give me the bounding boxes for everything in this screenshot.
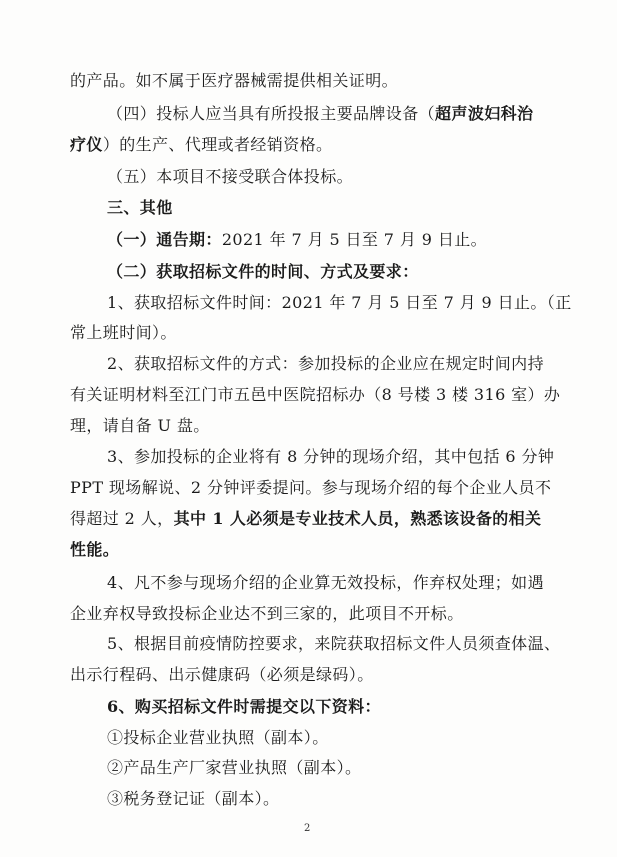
text-line	[70, 478, 551, 498]
bold-text-span: （一）通告期：	[107, 230, 222, 249]
text-line	[107, 447, 554, 467]
text-span: 1、获取招标文件时间：2021 年 7 月 5 日至 7 月 9 日止。（正	[107, 293, 572, 312]
text-line	[70, 604, 464, 624]
text-line	[107, 697, 381, 717]
bold-text-span: 性能。	[70, 540, 120, 559]
text-span: （五）本项目不接受联合体投标。	[107, 167, 354, 186]
text-span: 6、购买招标文件时需提交以下资料：	[107, 697, 381, 716]
text-span: 常上班时间）。	[70, 323, 177, 342]
text-span: 得超过 2 人，	[70, 509, 174, 528]
text-span: ①投标企业营业执照（副本）。	[107, 728, 329, 747]
text-line	[70, 509, 541, 529]
text-span: 出示行程码、出示健康码（必须是绿码）。	[70, 665, 374, 684]
text-line	[107, 573, 544, 593]
text-line	[70, 135, 332, 155]
text-span: （四）投标人应当具有所投报主要品牌设备（	[107, 104, 436, 123]
text-line	[107, 634, 560, 654]
text-span: 理，请自备 U 盘。	[70, 416, 210, 435]
bold-text-span: 超声波妇科治	[435, 104, 534, 123]
text-line	[107, 167, 353, 187]
text-span: 2、获取招标文件的方式：参加投标的企业应在规定时间内持	[107, 354, 544, 373]
text-span: 4、凡不参与现场介绍的企业算无效投标，作弃权处理；如遇	[107, 573, 544, 592]
list-item	[107, 728, 329, 748]
text-line	[107, 354, 544, 374]
text-span: 2021 年 7 月 5 日至 7 月 9 日止。	[221, 230, 488, 249]
text-span: 三、其他	[107, 198, 173, 217]
text-span: （二）获取招标文件的时间、方式及要求：	[107, 262, 419, 281]
subsection-heading	[107, 262, 419, 282]
text-line	[70, 71, 398, 91]
bold-text-span: 疗仪	[70, 135, 103, 154]
bold-text-span: 其中 1 人必须是专业技术人员，熟悉该设备的相关	[173, 509, 542, 528]
list-item	[107, 758, 361, 778]
text-line	[70, 665, 374, 685]
text-span: ②产品生产厂家营业执照（副本）。	[107, 758, 362, 777]
text-span: 企业弃权导致投标企业达不到三家的，此项目不开标。	[70, 604, 464, 623]
text-line	[70, 416, 210, 436]
text-span: ③税务登记证（副本）。	[107, 789, 280, 808]
text-span: 3、参加投标的企业将有 8 分钟的现场介绍，其中包括 6 分钟	[107, 447, 555, 466]
text-line	[70, 385, 560, 405]
text-line	[107, 104, 533, 124]
text-span: 的产品。如不属于医疗器械需提供相关证明。	[70, 71, 399, 90]
text-span: ）的生产、代理或者经销资格。	[102, 135, 333, 154]
section-heading	[107, 198, 173, 218]
text-line	[70, 323, 177, 343]
text-line	[107, 230, 487, 250]
text-span: PPT 现场解说、2 分钟评委提问。参与现场介绍的每个企业人员不	[70, 478, 552, 497]
text-span: 有关证明材料至江门市五邑中医院招标办（8 号楼 3 楼 316 室）办	[70, 385, 561, 404]
text-line	[70, 540, 119, 560]
text-line	[107, 293, 572, 313]
list-item	[107, 789, 279, 809]
page-number: 2	[304, 823, 311, 834]
text-span: 5、根据目前疫情防控要求，来院获取招标文件人员须查体温、	[107, 634, 561, 653]
